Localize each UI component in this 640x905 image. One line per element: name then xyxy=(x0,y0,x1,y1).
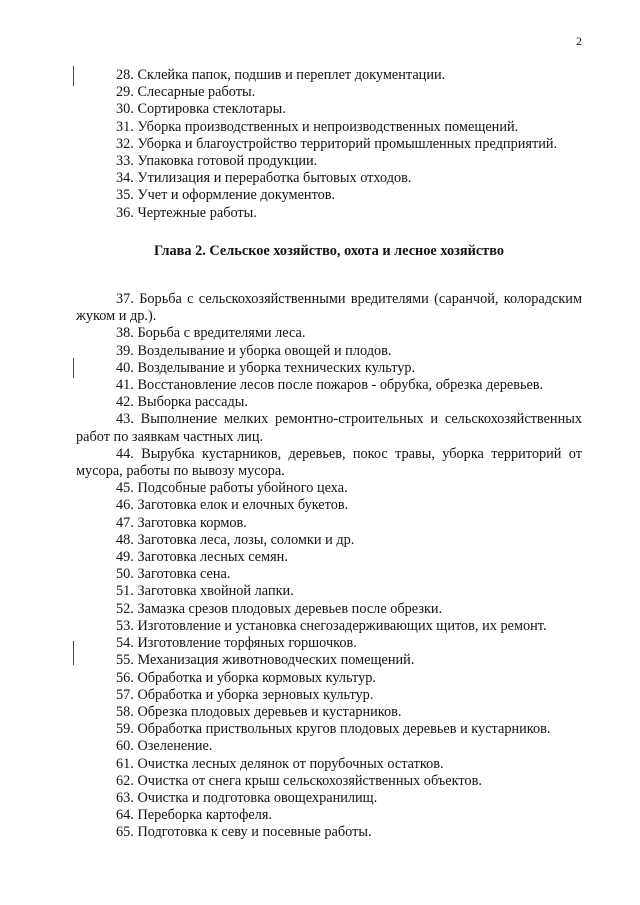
list-item: 50. Заготовка сена. xyxy=(116,566,231,583)
list-item: 28. Склейка папок, подшив и переплет документации. xyxy=(116,67,446,83)
list-item: 48. Заготовка леса, лозы, соломки и др. xyxy=(116,531,355,548)
page-number: 2 xyxy=(576,34,582,48)
list-item: 38. Борьба с вредителями леса. xyxy=(116,325,306,342)
margin-mark xyxy=(73,66,74,86)
list-item: 34. Утилизация и переработка бытовых отходов. xyxy=(116,170,412,187)
list-item: 53. Изготовление и установка снегозадерживающих щитов, их ремонт. xyxy=(116,617,547,634)
list-item: 47. Заготовка кормов. xyxy=(116,514,247,531)
list-item: 44. Вырубка кустарников, деревьев, покос травы, уборка территорий от мусора, работы по вывозу мусора. xyxy=(76,445,582,480)
list-item: 30. Сортировка стеклотары. xyxy=(116,101,286,118)
list-item: 46. Заготовка елок и елочных букетов. xyxy=(116,497,349,514)
list-item: 65. Подготовка к севу и посевные работы. xyxy=(116,824,372,841)
margin-mark xyxy=(73,358,74,378)
list-item: 32. Уборка и благоустройство территорий промышленных предприятий. xyxy=(116,135,558,152)
list-item: 42. Выборка рассады. xyxy=(116,394,248,411)
list-item: 59. Обработка приствольных кругов плодовых деревьев и кустарников. xyxy=(116,721,551,738)
list-item: 45. Подсобные работы убойного цеха. xyxy=(116,480,348,497)
list-item: 36. Чертежные работы. xyxy=(116,204,257,221)
item-list-before xyxy=(76,67,582,222)
list-item: 61. Очистка лесных делянок от порубочных остатков. xyxy=(116,755,444,772)
document-body xyxy=(76,67,582,842)
list-item: 52. Замазка срезов плодовых деревьев после обрезки. xyxy=(116,600,443,617)
list-item: 60. Озеленение. xyxy=(116,738,213,755)
list-item: 63. Очистка и подготовка овощехранилищ. xyxy=(116,789,378,806)
list-item: 54. Изготовление торфяных горшочков. xyxy=(116,635,357,652)
list-item: 33. Упаковка готовой продукции. xyxy=(116,153,318,170)
list-item: 51. Заготовка хвойной лапки. xyxy=(116,583,294,600)
list-item: 37. Борьба с сельскохозяйственными вредителями (саранчой, колорадским жуком и др.). xyxy=(76,291,582,325)
chapter-title: Глава 2. Сельское хозяйство, охота и лесное хозяйство xyxy=(154,242,504,259)
list-item: 62. Очистка от снега крыш сельскохозяйственных объектов. xyxy=(116,772,482,789)
list-item: 64. Переборка картофеля. xyxy=(116,807,272,824)
list-item: 58. Обрезка плодовых деревьев и кустарников. xyxy=(116,703,402,720)
list-item: 56. Обработка и уборка кормовых культур. xyxy=(116,669,376,686)
item-list-after xyxy=(76,291,582,842)
list-item: 35. Учет и оформление документов. xyxy=(116,187,336,204)
list-item: 41. Восстановление лесов после пожаров - обрубка, обрезка деревьев. xyxy=(116,377,544,394)
list-item: 31. Уборка производственных и непроизводственных помещений. xyxy=(116,118,519,135)
margin-mark xyxy=(73,641,74,665)
list-item: 57. Обработка и уборка зерновых культур. xyxy=(116,686,374,703)
list-item: 39. Возделывание и уборка овощей и плодов. xyxy=(116,342,392,359)
list-item: 43. Выполнение мелких ремонтно-строительных и сельскохозяйственных работ по заявкам частных лиц. xyxy=(76,411,582,445)
list-item: 49. Заготовка лесных семян. xyxy=(116,549,288,566)
list-item: 40. Возделывание и уборка технических культур. xyxy=(116,359,416,376)
list-item: 29. Слесарные работы. xyxy=(116,84,256,101)
list-item: 55. Механизация животноводческих помещений. xyxy=(116,652,415,669)
